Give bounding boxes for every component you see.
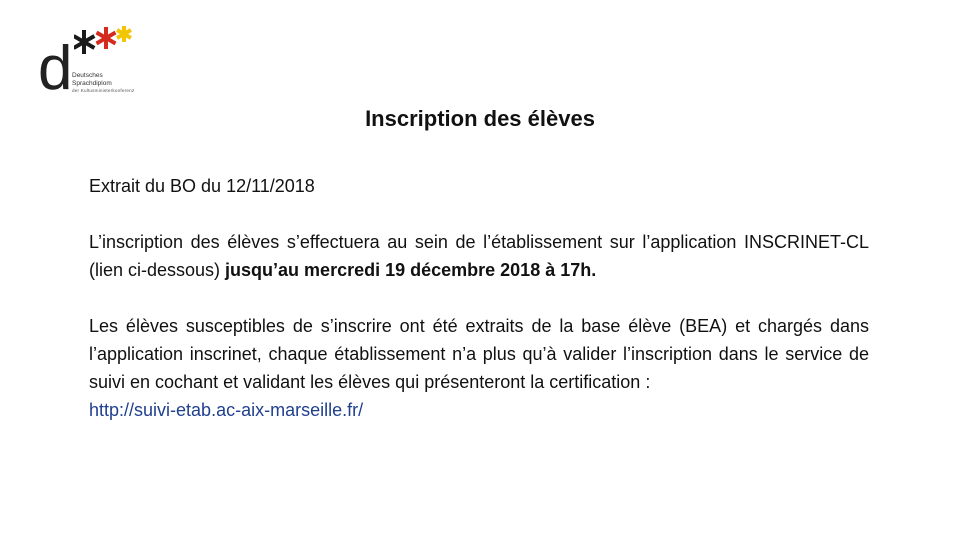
logo-wordmark [72, 72, 134, 95]
page-title: Inscription des élèves [365, 106, 595, 131]
dsd-logo [36, 24, 156, 102]
deadline-text: jusqu’au mercredi 19 décembre 2018 à 17h. [225, 260, 597, 280]
logo-letter-d: d [38, 34, 72, 103]
extract-reference: Extrait du BO du 12/11/2018 [89, 176, 315, 196]
paragraph-validation-text: Les élèves susceptibles de s’inscrire ont été extraits de la base élève (BEA) et chargés dans l’application inscrinet, chaque établissement n’a plus qu’à valider l’inscription dans le service de suivi en cochant et validant les élèves qui présenteront la certification : [89, 316, 869, 392]
paragraph-validation [89, 312, 869, 424]
logo-line-2: Sprachdiplom [72, 79, 112, 87]
paragraph-registration-text: L’inscription des élèves s’effectuera au sein de l’établissement sur l’application INSCRINET-CL (lien ci-dessous) [89, 232, 869, 280]
logo-stars-icon [74, 24, 134, 58]
logo-line-1: Deutsches [72, 72, 103, 79]
suivi-etab-link[interactable]: http://suivi-etab.ac-aix-marseille.fr/ [89, 400, 364, 420]
logo-line-3: der Kultusministerkonferenz [72, 88, 135, 93]
paragraph-registration [89, 228, 869, 284]
document-body [89, 172, 869, 424]
